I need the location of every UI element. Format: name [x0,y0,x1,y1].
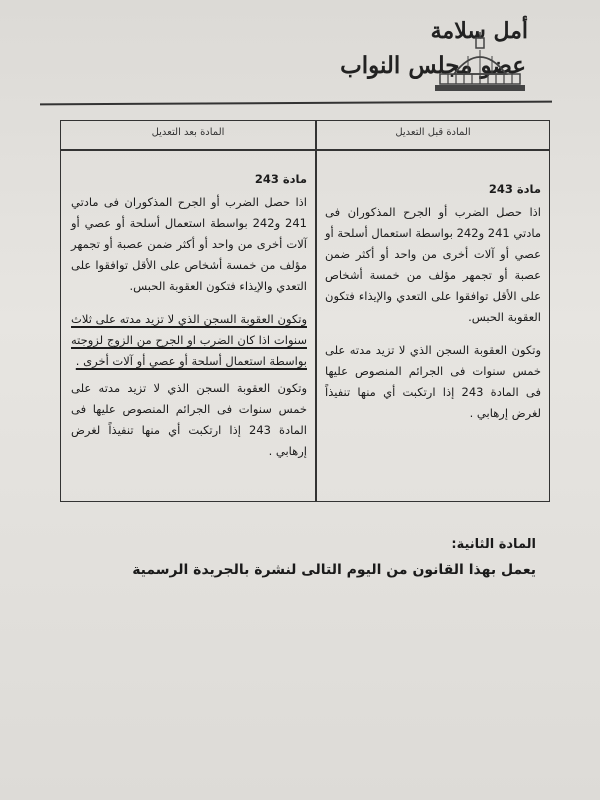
before-paragraph-2: وتكون العقوبة السجن الذي لا تزيد مدته على خمس سنوات فى الجرائم المنصوص عليها فى المادة 243 إذا ارتكبت أي منها تنفيذاً لغرض إرهابي . [325,343,541,420]
letterhead-office: عضو مجلس النواب [340,52,526,79]
table-column-divider [315,121,317,501]
before-article-title: مادة 243 [488,182,541,196]
after-paragraph-2: وتكون العقوبة السجن الذي لا تزيد مدته على ثلاث سنوات اذا كان الضرب او الجرح من الزوج لزوجته بواسطة استعمال أسلحة أو عصي أو آلات أخرى . [71,312,307,368]
parliament-dome-icon [430,30,530,100]
article-2-body: يعمل بهذا القانون من اليوم التالى لنشرة بالجريدة الرسمية [132,562,536,578]
before-amendment-header: المادة قبل التعديل [395,127,471,138]
after-amendment-text [71,169,307,468]
after-article-title: مادة 243 [254,172,307,186]
after-paragraph-3: وتكون العقوبة السجن الذي لا تزيد مدته على خمس سنوات فى الجرائم المنصوص عليها فى المادة 243 إذا ارتكبت أي منها تنفيذاً لغرض إرهابي . [71,381,307,458]
table-header-divider [61,149,549,151]
letterhead-rule [40,101,552,106]
letterhead-name: أمل سلامة [430,18,528,44]
after-paragraph-1: اذا حصل الضرب أو الجرح المذكوران فى مادتي 241 و242 بواسطة استعمال أسلحة أو عصي أو آلات أخرى من واحد أو أكثر ضمن عصبة أو تجمهر مؤلف من خمسة أشخاص على الأقل توافقوا على التعدي والإيذاء فتكون العقوبة الحبس. [71,195,307,293]
after-amendment-header: المادة بعد التعديل [151,127,225,138]
amendment-table [60,120,550,502]
article-2-title: المادة الثانية: [451,537,536,552]
before-amendment-text [325,179,541,430]
before-paragraph-1: اذا حصل الضرب أو الجرح المذكوران فى مادتي 241 و242 بواسطة استعمال أسلحة أو عصي أو آلات أخرى من واحد أو أكثر ضمن عصبة أو تجمهر مؤلف من خمسة أشخاص على الأقل توافقوا على التعدي والإيذاء فتكون العقوبة الحبس. [325,205,541,324]
